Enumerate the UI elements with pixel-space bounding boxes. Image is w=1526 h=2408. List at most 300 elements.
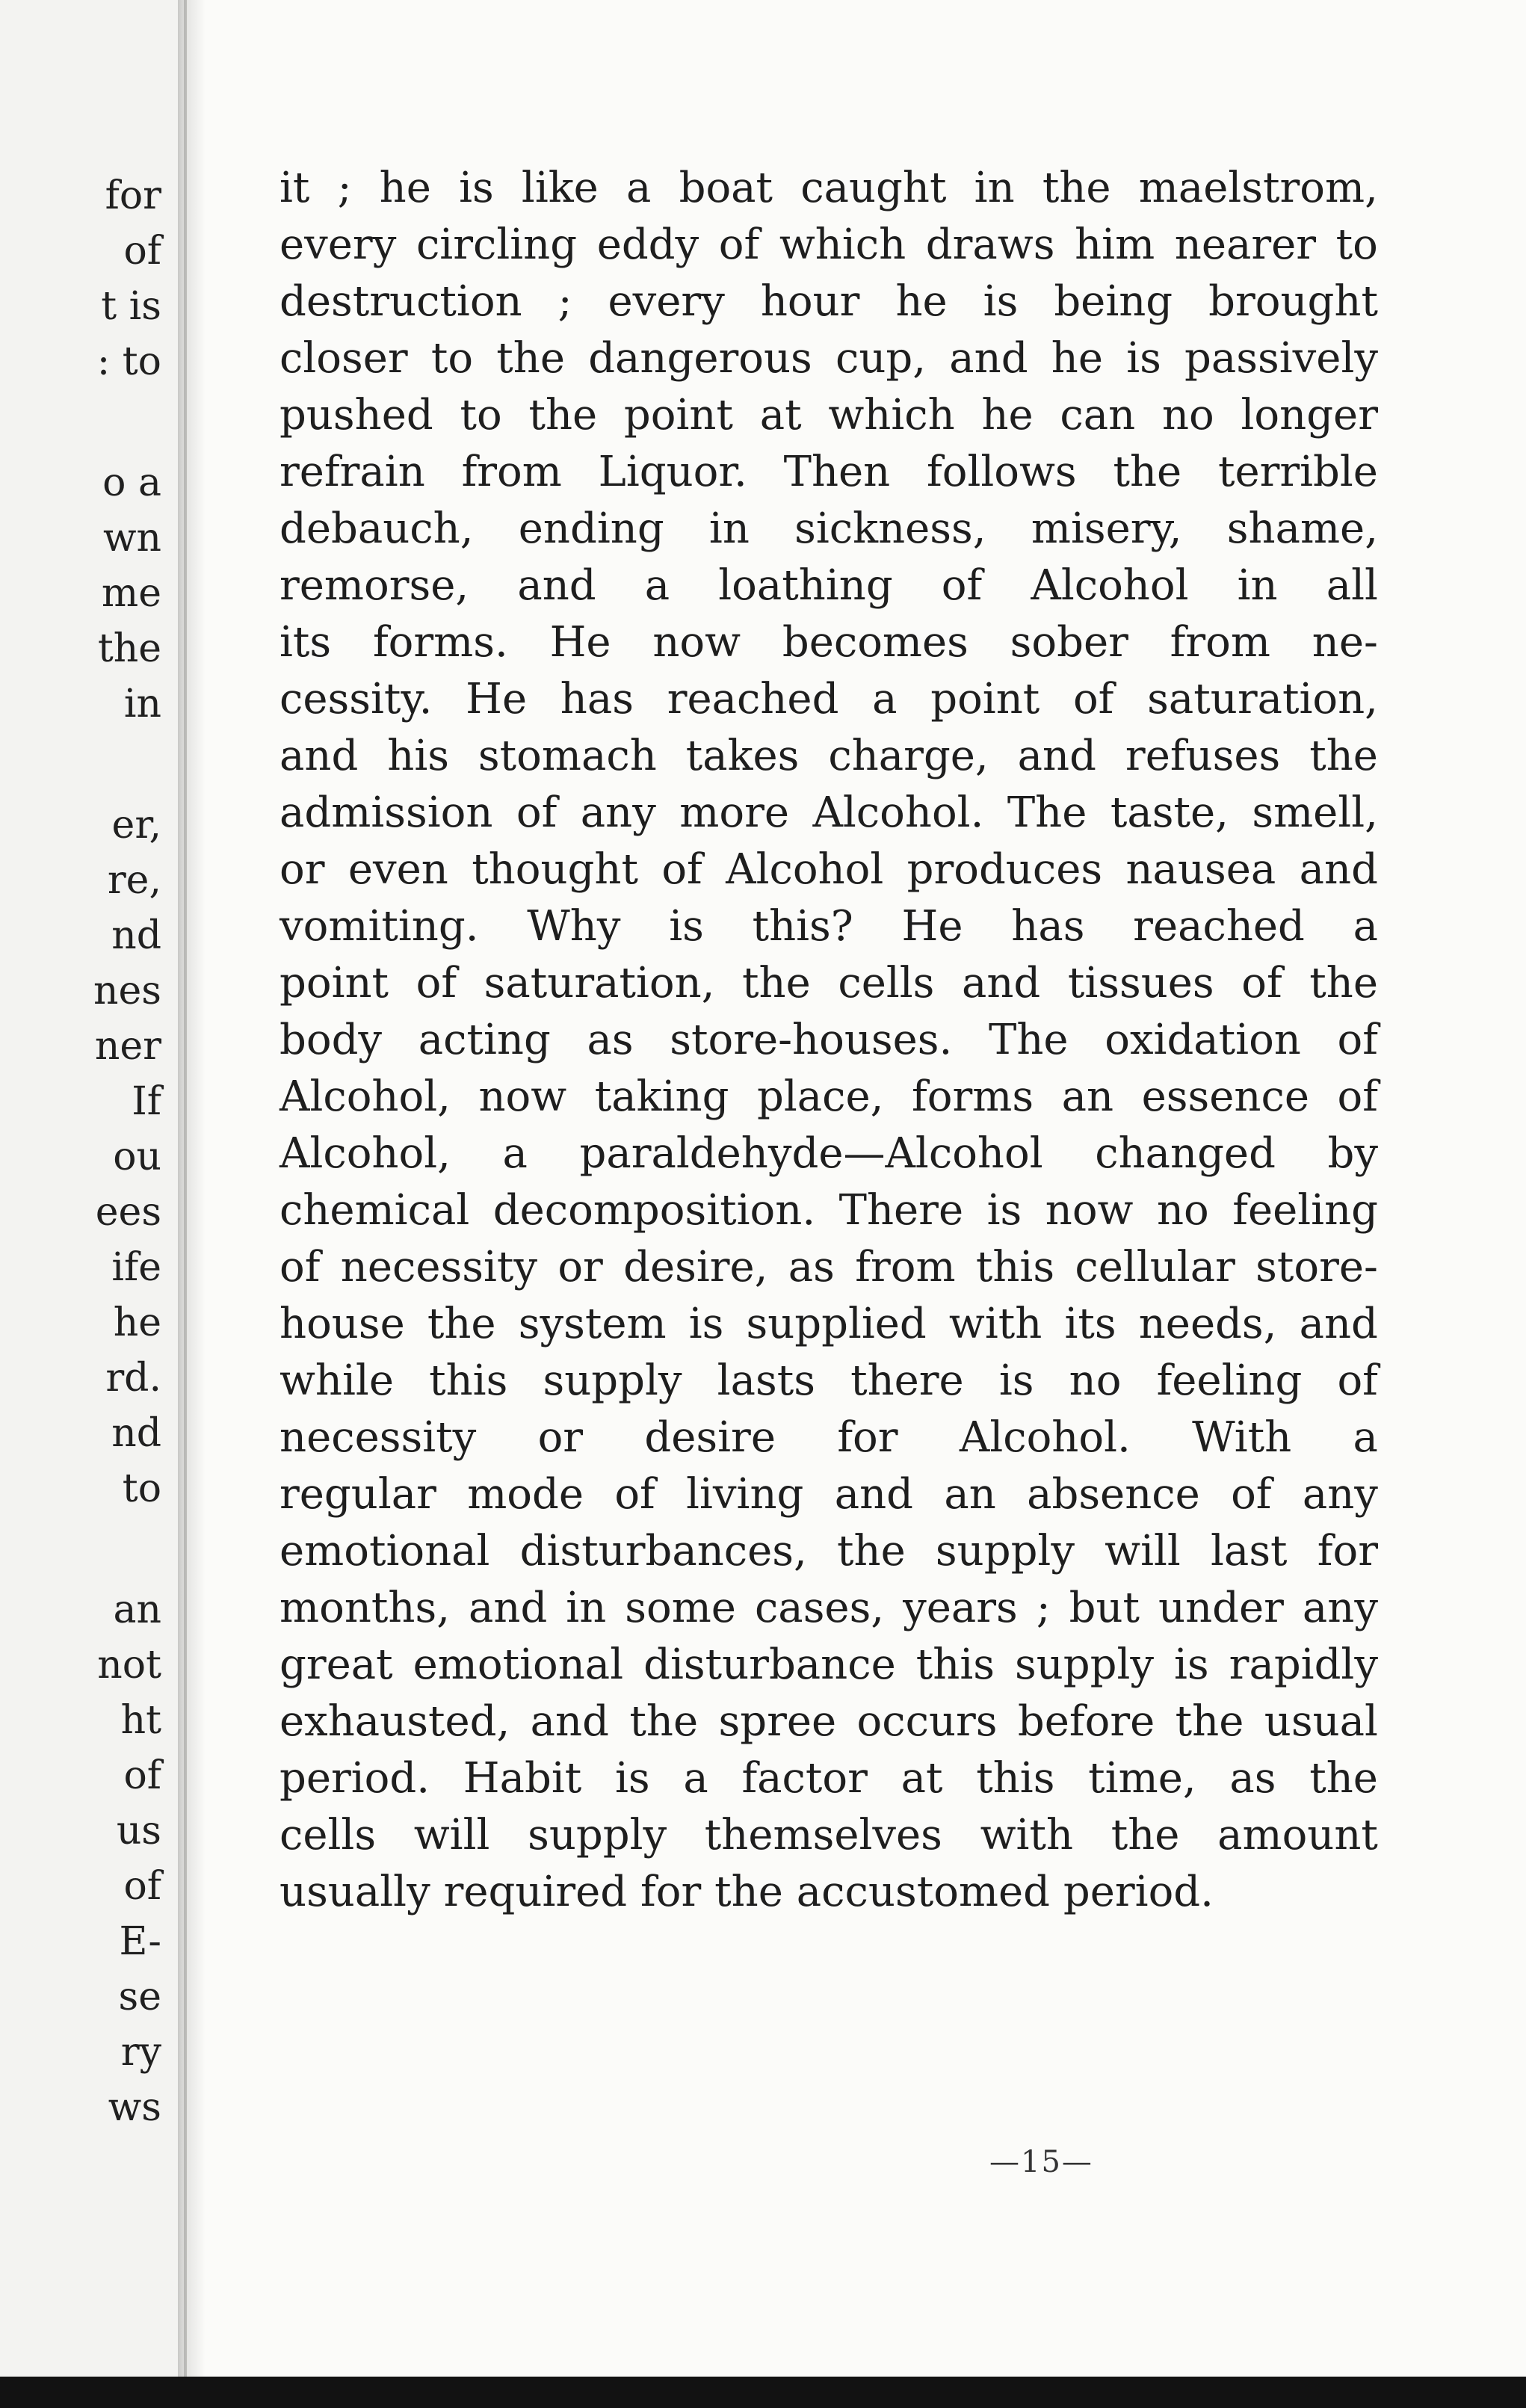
left-page-text-fragment: of: [123, 1753, 161, 1798]
word: an: [1061, 1072, 1114, 1121]
word: of: [1231, 1470, 1272, 1519]
word: Alcohol: [1031, 561, 1189, 610]
word: can: [1060, 391, 1136, 439]
word: desire: [644, 1413, 776, 1462]
left-page-text-fragment: ry: [120, 2030, 161, 2075]
word: and: [279, 732, 359, 780]
text-line: [279, 671, 1378, 728]
text-line: [279, 330, 1378, 387]
word: body: [279, 1016, 383, 1064]
word: will: [1105, 1527, 1181, 1575]
word: time,: [1088, 1754, 1196, 1803]
word: of: [1337, 1356, 1378, 1405]
text-line: [279, 1523, 1378, 1580]
word: charge,: [828, 732, 989, 780]
word: and: [530, 1697, 609, 1746]
word: ;: [1036, 1584, 1051, 1632]
word: the: [1113, 448, 1182, 496]
word: debauch,: [279, 504, 474, 553]
word: even: [347, 845, 448, 894]
word: cellular: [1075, 1243, 1235, 1291]
word: themselves: [704, 1811, 942, 1859]
text-line: [279, 1466, 1378, 1523]
word: years: [903, 1584, 1018, 1632]
left-page-text-fragment: If: [132, 1079, 161, 1124]
word: no: [1069, 1356, 1122, 1405]
word: point: [279, 959, 389, 1007]
text-line: [279, 898, 1378, 955]
word: absence: [1027, 1470, 1200, 1519]
word: usually: [279, 1868, 430, 1916]
text-line: [279, 1694, 1378, 1750]
binding-gutter: [178, 0, 205, 2377]
text-line: [279, 501, 1378, 558]
word: of: [416, 959, 457, 1007]
word: vomiting.: [279, 902, 479, 951]
word: forms.: [372, 618, 508, 667]
text-line: [279, 1012, 1378, 1069]
text-line: [279, 274, 1378, 330]
left-page-text-fragment: se: [118, 1975, 161, 2019]
word: supplied: [746, 1300, 927, 1348]
word: with: [948, 1300, 1042, 1348]
word: With: [1192, 1413, 1292, 1462]
word: while: [279, 1356, 394, 1405]
word: He: [901, 902, 963, 951]
word: for: [837, 1413, 898, 1462]
word: cells: [279, 1811, 377, 1859]
word: a: [872, 675, 898, 723]
left-page-text-fragment: nd: [111, 913, 161, 958]
word: refuses: [1125, 732, 1281, 780]
page-number: —15—: [989, 2145, 1093, 2179]
word: and: [1299, 845, 1378, 894]
word: now: [652, 618, 741, 667]
word: taking: [594, 1072, 729, 1121]
text-line: [279, 160, 1378, 217]
word: oxidation: [1105, 1016, 1301, 1064]
word: terrible: [1217, 448, 1378, 496]
word: living: [686, 1470, 804, 1519]
word: which: [828, 391, 955, 439]
word: supply: [528, 1811, 667, 1859]
word: caught: [800, 164, 947, 212]
word: regular: [279, 1470, 436, 1519]
word: cases,: [754, 1584, 885, 1632]
word: dangerous: [588, 334, 812, 383]
word: has: [560, 675, 634, 723]
word: of: [1241, 959, 1282, 1007]
word: from: [855, 1243, 956, 1291]
word: a: [502, 1129, 528, 1178]
left-page-text-fragment: : to: [96, 339, 161, 384]
word: there: [850, 1356, 964, 1405]
word: the: [1042, 164, 1111, 212]
word: or: [537, 1413, 584, 1462]
word: the: [1309, 959, 1378, 1007]
word: paraldehyde—Alcohol: [579, 1129, 1043, 1178]
word: is: [986, 1186, 1022, 1235]
word: any: [1302, 1470, 1378, 1519]
word: pushed: [279, 391, 433, 439]
left-page-text-fragment: re,: [107, 858, 161, 903]
word: sickness,: [794, 504, 986, 553]
word: of: [516, 788, 557, 837]
word: Alcohol.: [812, 788, 984, 837]
word: cessity.: [279, 675, 433, 723]
word: the: [714, 1868, 783, 1916]
word: it: [279, 164, 310, 212]
word: any: [580, 788, 656, 837]
word: rapidly: [1229, 1640, 1378, 1689]
word: lasts: [717, 1356, 815, 1405]
word: last: [1211, 1527, 1288, 1575]
word: The: [989, 1016, 1069, 1064]
word: feeling: [1232, 1186, 1378, 1235]
word: in: [974, 164, 1015, 212]
text-line: [279, 387, 1378, 444]
word: remorse,: [279, 561, 469, 610]
word: of: [1072, 675, 1114, 723]
word: of: [614, 1470, 655, 1519]
text-line: [279, 444, 1378, 501]
left-page-text-fragment: to: [122, 1466, 161, 1511]
word: destruction: [279, 277, 522, 326]
word: The: [1007, 788, 1087, 837]
word: which: [779, 220, 906, 269]
word: Then: [783, 448, 891, 496]
word: he: [1051, 334, 1103, 383]
word: ending: [518, 504, 664, 553]
word: essence: [1141, 1072, 1309, 1121]
word: the: [837, 1527, 906, 1575]
left-page-text-fragment: ner: [94, 1024, 161, 1069]
left-page-text-fragment: nes: [93, 969, 161, 1013]
left-page-text-fragment: E-: [119, 1919, 161, 1964]
left-page-fragment: [0, 0, 178, 2377]
word: a: [1353, 902, 1378, 951]
word: store-houses.: [670, 1016, 953, 1064]
word: and: [961, 959, 1041, 1007]
word: point: [623, 391, 733, 439]
word: loathing: [718, 561, 893, 610]
word: is: [459, 164, 494, 212]
word: like: [521, 164, 599, 212]
word: cup,: [835, 334, 927, 383]
word: the: [1309, 1754, 1378, 1803]
word: of: [1337, 1016, 1378, 1064]
word: chemical: [279, 1186, 470, 1235]
word: is: [998, 1356, 1034, 1405]
word: the: [1175, 1697, 1244, 1746]
word: Alcohol.: [959, 1413, 1131, 1462]
left-page-text-fragment: not: [97, 1643, 161, 1688]
word: forms: [912, 1072, 1034, 1121]
left-page-text-fragment: ws: [108, 2085, 161, 2130]
text-line: [279, 614, 1378, 671]
left-page-text-fragment: of: [123, 229, 161, 274]
word: the: [496, 334, 565, 383]
word: he: [981, 391, 1034, 439]
text-line: [279, 1353, 1378, 1410]
word: he: [379, 164, 431, 212]
word: shame,: [1226, 504, 1378, 553]
word: of: [661, 845, 702, 894]
word: supply: [935, 1527, 1075, 1575]
word: and: [1299, 1300, 1378, 1348]
word: supply: [1014, 1640, 1155, 1689]
scan-edge-strip: [0, 2377, 1526, 2408]
word: or: [557, 1243, 603, 1291]
word: closer: [279, 334, 408, 383]
left-page-text-fragment: nd: [111, 1411, 161, 1456]
word: of: [718, 220, 760, 269]
word: There: [838, 1186, 964, 1235]
word: him: [1075, 220, 1155, 269]
word: misery,: [1031, 504, 1182, 553]
word: months,: [279, 1584, 450, 1632]
word: by: [1327, 1129, 1378, 1178]
word: as: [587, 1016, 634, 1064]
word: smell,: [1252, 788, 1378, 837]
word: and: [517, 561, 596, 610]
word: ne-: [1312, 618, 1378, 667]
word: for: [1317, 1527, 1378, 1575]
word: supply: [543, 1356, 682, 1405]
text-line: [279, 1182, 1378, 1239]
word: brought: [1208, 277, 1378, 326]
word: as: [1229, 1754, 1276, 1803]
word: the: [427, 1300, 496, 1348]
word: refrain: [279, 448, 425, 496]
left-page-text-fragment: ife: [111, 1245, 161, 1290]
word: before: [1017, 1697, 1155, 1746]
word: period.: [279, 1754, 430, 1803]
text-line: [279, 558, 1378, 614]
word: saturation,: [484, 959, 715, 1007]
word: place,: [756, 1072, 884, 1121]
text-line: [279, 785, 1378, 842]
word: at: [759, 391, 802, 439]
word: nearer: [1174, 220, 1317, 269]
word: circling: [416, 220, 578, 269]
word: a: [1353, 1413, 1378, 1462]
text-line: [279, 1239, 1378, 1296]
word: Alcohol,: [279, 1072, 451, 1121]
word: being: [1054, 277, 1173, 326]
word: of: [1337, 1072, 1378, 1121]
word: his: [387, 732, 449, 780]
left-page-text-fragment: in: [123, 682, 161, 726]
word: draws: [925, 220, 1055, 269]
word: and: [834, 1470, 913, 1519]
left-page-text-fragment: ou: [113, 1134, 161, 1179]
word: no: [1161, 391, 1214, 439]
word: passively: [1184, 334, 1378, 383]
word: will: [413, 1811, 490, 1859]
word: accustomed: [796, 1868, 1051, 1916]
word: Liquor.: [598, 448, 747, 496]
word: from: [461, 448, 562, 496]
word: nausea: [1125, 845, 1276, 894]
word: of: [279, 1243, 321, 1291]
word: this: [429, 1356, 508, 1405]
word: reached: [667, 675, 839, 723]
word: this: [976, 1754, 1055, 1803]
word: with: [980, 1811, 1074, 1859]
word: now: [1045, 1186, 1134, 1235]
text-line: [279, 1750, 1378, 1807]
word: every: [279, 220, 397, 269]
word: is: [1174, 1640, 1209, 1689]
text-line: [279, 1864, 1378, 1921]
left-page-text-fragment: o a: [102, 460, 161, 505]
word: sober: [1010, 618, 1128, 667]
word: is: [669, 902, 704, 951]
word: or: [279, 845, 325, 894]
left-page-text-fragment: for: [105, 173, 161, 218]
word: amount: [1217, 1811, 1378, 1859]
word: He: [549, 618, 611, 667]
word: tissues: [1067, 959, 1214, 1007]
binding-shadow-line: [184, 0, 187, 2377]
word: desire,: [623, 1243, 768, 1291]
text-line: [279, 1296, 1378, 1353]
word: a: [626, 164, 652, 212]
word: its: [1064, 1300, 1116, 1348]
text-line: [279, 1580, 1378, 1637]
word: from: [1170, 618, 1270, 667]
word: changed: [1095, 1129, 1276, 1178]
word: house: [279, 1300, 405, 1348]
word: Habit: [463, 1754, 582, 1803]
word: usual: [1264, 1697, 1378, 1746]
word: a: [644, 561, 670, 610]
word: decomposition.: [492, 1186, 816, 1235]
left-page-text-fragment: t is: [101, 284, 161, 329]
left-page-text-fragment: er,: [111, 803, 161, 848]
word: feeling: [1156, 1356, 1303, 1405]
word: he: [895, 277, 948, 326]
word: a: [683, 1754, 708, 1803]
left-page-text-fragment: me: [101, 571, 161, 616]
word: in: [1237, 561, 1278, 610]
text-line: [279, 1126, 1378, 1182]
word: Why: [527, 902, 621, 951]
word: period.: [1063, 1868, 1214, 1916]
word: to: [460, 391, 502, 439]
word: an: [944, 1470, 996, 1519]
word: mode: [467, 1470, 584, 1519]
word: every: [608, 277, 725, 326]
word: maelstrom,: [1138, 164, 1378, 212]
word: now: [478, 1072, 567, 1121]
word: no: [1156, 1186, 1209, 1235]
word: has: [1011, 902, 1085, 951]
word: exhausted,: [279, 1697, 510, 1746]
word: for: [640, 1868, 702, 1916]
word: produces: [906, 845, 1103, 894]
word: is: [983, 277, 1019, 326]
word: in: [708, 504, 750, 553]
word: disturbances,: [519, 1527, 807, 1575]
word: factor: [741, 1754, 868, 1803]
word: spree: [718, 1697, 837, 1746]
text-line: [279, 1410, 1378, 1466]
word: but: [1069, 1584, 1140, 1632]
word: necessity: [279, 1413, 477, 1462]
left-page-text-fragment: of: [123, 1864, 161, 1909]
word: disturbance: [643, 1640, 896, 1689]
word: the: [1309, 732, 1378, 780]
word: required: [443, 1868, 628, 1916]
word: stomach: [478, 732, 657, 780]
word: and: [468, 1584, 548, 1632]
word: follows: [927, 448, 1077, 496]
word: this?: [752, 902, 853, 951]
word: as: [788, 1243, 835, 1291]
word: is: [688, 1300, 724, 1348]
word: emotional: [413, 1640, 624, 1689]
word: at: [901, 1754, 943, 1803]
left-page-text-fragment: ees: [95, 1190, 161, 1235]
word: point: [930, 675, 1040, 723]
word: all: [1326, 561, 1378, 610]
word: some: [625, 1584, 736, 1632]
word: ;: [557, 277, 572, 326]
word: great: [279, 1640, 393, 1689]
word: emotional: [279, 1527, 490, 1575]
word: taste,: [1110, 788, 1229, 837]
word: the: [742, 959, 811, 1007]
word: becomes: [782, 618, 969, 667]
word: ;: [337, 164, 352, 212]
word: boat: [679, 164, 773, 212]
left-page-text-fragment: rd.: [105, 1356, 161, 1401]
word: system: [518, 1300, 667, 1348]
word: to: [1335, 220, 1378, 269]
text-line: [279, 217, 1378, 274]
word: admission: [279, 788, 493, 837]
word: necessity: [340, 1243, 538, 1291]
word: more: [679, 788, 790, 837]
word: and: [949, 334, 1028, 383]
word: any: [1302, 1584, 1378, 1632]
word: the: [629, 1697, 699, 1746]
word: longer: [1241, 391, 1378, 439]
text-line: [279, 1637, 1378, 1694]
word: this: [975, 1243, 1055, 1291]
word: takes: [685, 732, 800, 780]
text-line: [279, 1069, 1378, 1126]
main-page: [205, 0, 1526, 2377]
word: the: [528, 391, 598, 439]
word: store-: [1255, 1243, 1378, 1291]
word: occurs: [856, 1697, 998, 1746]
word: to: [430, 334, 474, 383]
word: He: [466, 675, 528, 723]
left-page-text-fragment: he: [113, 1300, 161, 1345]
word: in: [566, 1584, 607, 1632]
word: eddy: [596, 220, 699, 269]
word: acting: [418, 1016, 551, 1064]
word: hour: [760, 277, 860, 326]
left-page-text-fragment: an: [113, 1587, 161, 1632]
word: reached: [1133, 902, 1305, 951]
word: Alcohol: [726, 845, 884, 894]
word: its: [279, 618, 332, 667]
text-line: [279, 728, 1378, 785]
